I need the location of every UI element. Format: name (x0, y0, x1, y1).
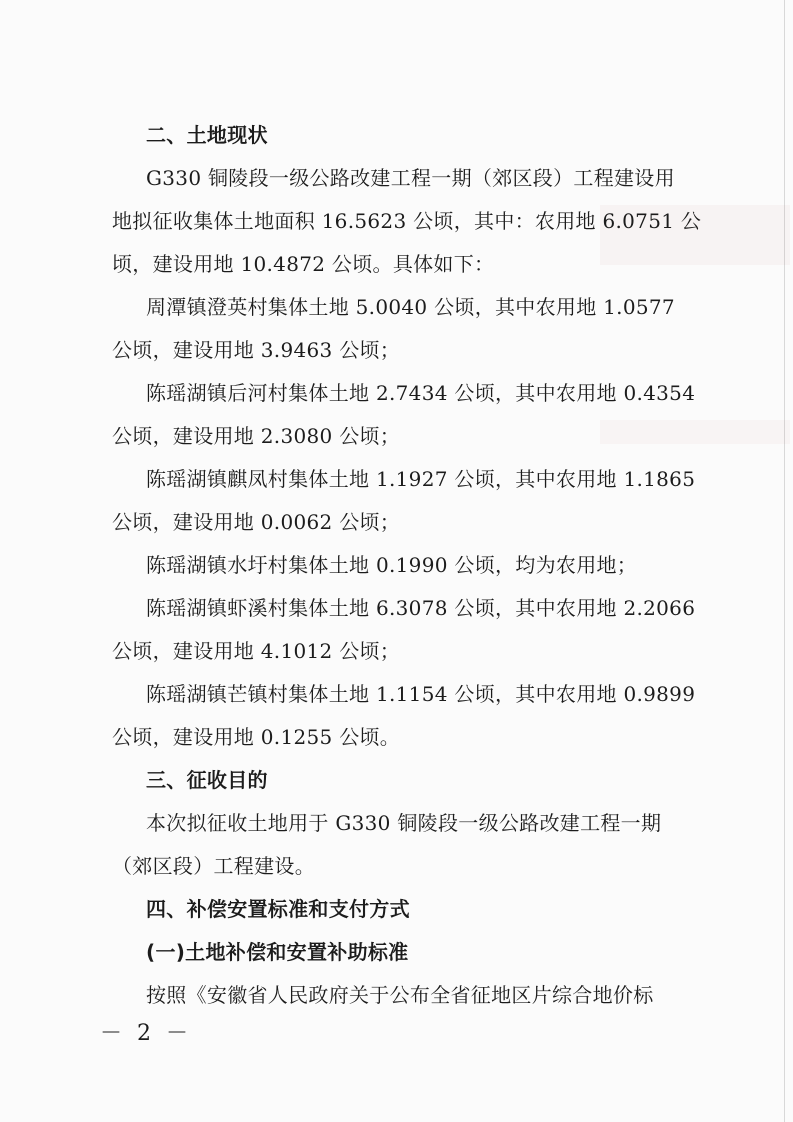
paragraph-line: 陈瑶湖镇后河村集体土地 2.7434 公顷，其中农用地 0.4354 (146, 381, 696, 405)
paragraph-line: 公顷，建设用地 0.1255 公顷。 (112, 725, 401, 749)
paragraph-line: 陈瑶湖镇虾溪村集体土地 6.3078 公顷，其中农用地 2.2066 (146, 596, 696, 620)
section-heading-2: 二、土地现状 (146, 123, 268, 147)
paragraph-line: 陈瑶湖镇芒镇村集体土地 1.1154 公顷，其中农用地 0.9899 (146, 682, 696, 706)
paragraph-line: G330 铜陵段一级公路改建工程一期（郊区段）工程建设用 (146, 166, 675, 190)
page-number: － 2 － (100, 1021, 192, 1046)
paragraph-line: 陈瑶湖镇麒凤村集体土地 1.1927 公顷，其中农用地 1.1865 (146, 467, 696, 491)
section-heading-4: 四、补偿安置标准和支付方式 (146, 897, 410, 921)
paragraph-line: 按照《安徽省人民政府关于公布全省征地区片综合地价标 (146, 983, 654, 1007)
paragraph-line: 公顷，建设用地 2.3080 公顷； (112, 424, 401, 448)
paragraph-line: 公顷，建设用地 3.9463 公顷； (112, 338, 401, 362)
paragraph-line: 公顷，建设用地 0.0062 公顷； (112, 510, 401, 534)
section-heading-3: 三、征收目的 (146, 768, 268, 792)
paragraph-line: 顷，建设用地 10.4872 公顷。具体如下： (112, 252, 495, 276)
subsection-heading-1: (一)土地补偿和安置补助标准 (146, 940, 409, 964)
paragraph-line: 地拟征收集体土地面积 16.5623 公顷，其中：农用地 6.0751 公 (112, 209, 702, 233)
paragraph-line: 陈瑶湖镇水圩村集体土地 0.1990 公顷，均为农用地； (146, 553, 638, 577)
paragraph-line: （郊区段）工程建设。 (112, 854, 315, 878)
paragraph-line: 本次拟征收土地用于 G330 铜陵段一级公路改建工程一期 (146, 811, 662, 835)
page-edge (784, 0, 785, 1122)
paragraph-line: 公顷，建设用地 4.1012 公顷； (112, 639, 401, 663)
paragraph-line: 周潭镇澄英村集体土地 5.0040 公顷，其中农用地 1.0577 (146, 295, 675, 319)
